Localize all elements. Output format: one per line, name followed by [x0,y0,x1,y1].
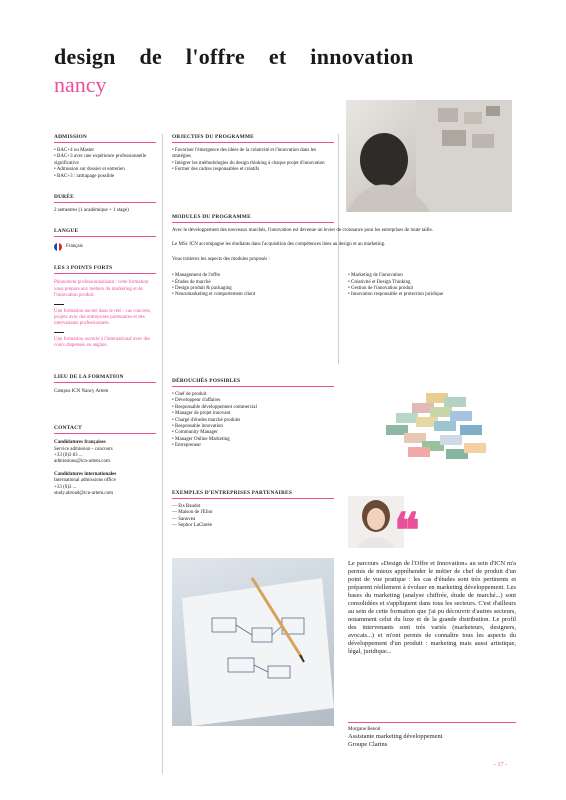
duree-heading: DURÉE [54,194,74,201]
exemples-section [172,490,334,530]
admission-heading: ADMISSION [54,134,87,140]
list-item: • Intégrer les méthodologies du design thinking à chaque projet d'innovation [172,160,325,166]
divider [54,202,156,203]
list-item: • Favoriser l'émergence des idées de la créativité et l'innovation dans les stratégies [172,148,317,160]
author-company: Groupe Clarins [348,741,388,749]
debouches-list [172,392,334,450]
list-item: • Innovation responsable et protection juridique [348,292,444,298]
list-item: • Études de marché [172,279,211,285]
list-item: • Responsable développement commercial [172,404,257,410]
divider [172,386,334,387]
langue-text: Français [66,244,83,250]
contact-1-phone: +33 (0)3 83 ... [54,452,83,458]
list-item: • Responsable innovation [172,424,223,430]
objectifs-list [172,148,334,174]
list-item: — Maison de l'Elior [172,510,213,516]
admission-list [54,148,156,180]
divider [54,273,156,274]
french-flag-icon [54,243,62,251]
lieu-text: Campus ICN Nancy Artem [54,388,109,394]
left-column [54,134,156,497]
duree-text: 2 semestres (1 académique + 1 stage) [54,208,129,214]
contact-1-email[interactable]: admissions@icn-artem.com [54,459,110,465]
modules-list-left [172,273,348,299]
list-item: • Entrepreneur [172,443,202,449]
list-item: • Management de l'offre [172,273,221,279]
page-subtitle: nancy [54,72,107,97]
debouches-section [172,378,334,450]
objectifs-section [172,134,334,174]
modules-section [172,214,514,299]
modules-lists [172,273,514,299]
author-role: Assistante marketing développement [348,733,443,741]
divider [172,498,334,499]
person-at-desk-photo [346,100,512,212]
divider [172,142,334,143]
divider [54,142,156,143]
exemples-list [172,504,334,530]
author-name: Morgane Benoit [348,727,381,732]
point-forte-1: Pleinement professionnalisant : cette formation vous prépare aux métiers du marketing et de l'innovation produit. [54,280,149,299]
column-divider-left [162,134,163,774]
divider [54,332,64,333]
list-item: • Développeur d'affaires [172,398,221,404]
objectifs-heading: OBJECTIFS DU PROGRAMME [172,134,254,140]
divider [54,304,64,305]
list-item: • BAC+3 avec une expérience professionnelle significative [54,154,147,166]
divider [54,236,156,237]
lieu-heading: LIEU DE LA FORMATION [54,373,124,380]
contact-1-title: Candidatures françaises [54,440,106,446]
langue-row [54,243,156,251]
contact-2-phone: +33 (0)3 ... [54,484,77,490]
list-item: • Créativité et Design Thinking [348,279,411,285]
contact-2-line: International admissions office [54,478,116,484]
list-item: — Sanovea [172,516,196,522]
list-item: • Manager de projet innovant [172,411,231,417]
contact-heading: CONTACT [54,425,82,432]
list-item: • Gestion de l'innovation produit [348,286,414,292]
list-item: • Marketing de l'innovation [348,273,403,279]
notebook-sketch-photo [172,558,334,726]
page-number: - 17 - [494,762,507,768]
modules-paragraph-2: Le MSc ICN accompagne les étudiants dans l'acquisition des compétences liées au design et au marketing. [172,242,386,248]
modules-list-right [348,273,514,299]
contact-2-title: Candidatures internationales [54,471,117,477]
quote-icon: ❝ [394,505,420,558]
list-item: • Chef de produit [172,392,207,397]
contact-1-line: Service admission - concours [54,446,113,452]
testimonial-text: Le parcours «Design de l'Offre et Innovation» au sein d'ICN m'a permis de mieux appréhender le métier de chef de produit d'un point de vue pratique : les cas d'études sont très pertinents et préparent réellement à évoluer en marketing développement. Les bases du marketing (analyse chiffrée, étude de marché...) sont consolidées et s'appliquent dans tous les secteurs. C'est d'ailleurs au sein de cette formation que j'ai pu découvrir d'autres secteurs, notamment celui du luxe et de la grande distribution. Le profil des intervenants sont très variés (marketeurs, designers, avocats...) et m'ont permis de connaître tous les aspects du développement d'un produit : marketing mais aussi artistique, légal, juridique... [348,560,516,655]
list-item: • Neuromarketing et comportement client [172,292,256,298]
divider [172,222,334,223]
debouches-heading: DÉBOUCHÉS POSSIBLES [172,378,241,384]
list-item: • BAC+3 : rattrapage possible [54,173,115,179]
colored-blocks-photo [346,355,512,475]
list-item: • Admission sur dossier et entretien [54,167,125,173]
points-heading: LES 3 POINTS FORTS [54,265,113,272]
modules-paragraph-1: Avec le développement des nouveaux marchés, l'innovation est devenue un levier de croissance pour les entreprises de toute taille. [172,228,433,233]
modules-paragraph-3: Vous traiterez les aspects des modules proposés : [172,256,270,262]
divider [54,433,156,434]
point-forte-3: Une formation ouverte à l'international avec des cours dispensés en anglais. [54,336,151,349]
list-item: • Chargé d'études marché produits [172,417,241,423]
testimonial-author [348,722,516,749]
list-item: — Ets Baudot [172,504,201,509]
list-item: • Former des cadres responsables et créatifs [172,167,260,173]
list-item: — Sephor LaClarée [172,523,212,529]
contact-2-email[interactable]: study.abroad@icn-artem.com [54,490,113,496]
modules-heading: MODULES DU PROGRAMME [172,214,251,220]
point-forte-2: Une formation ancrée dans le réel : cas concrets, projets avec des entreprises partenaires et des intervenants professionnels. [54,308,152,327]
list-item: • BAC+4 ou Master [54,148,94,153]
page-title: design de l'offre et innovation [54,44,414,69]
langue-heading: LANGUE [54,228,79,235]
list-item: • Design produit & packaging [172,286,232,292]
list-item: • Community Manager [172,430,218,436]
exemples-heading: EXEMPLES D'ENTREPRISES PARTENAIRES [172,490,293,496]
divider [348,722,516,723]
list-item: • Manager Online Marketing [172,436,230,442]
divider [54,382,156,383]
